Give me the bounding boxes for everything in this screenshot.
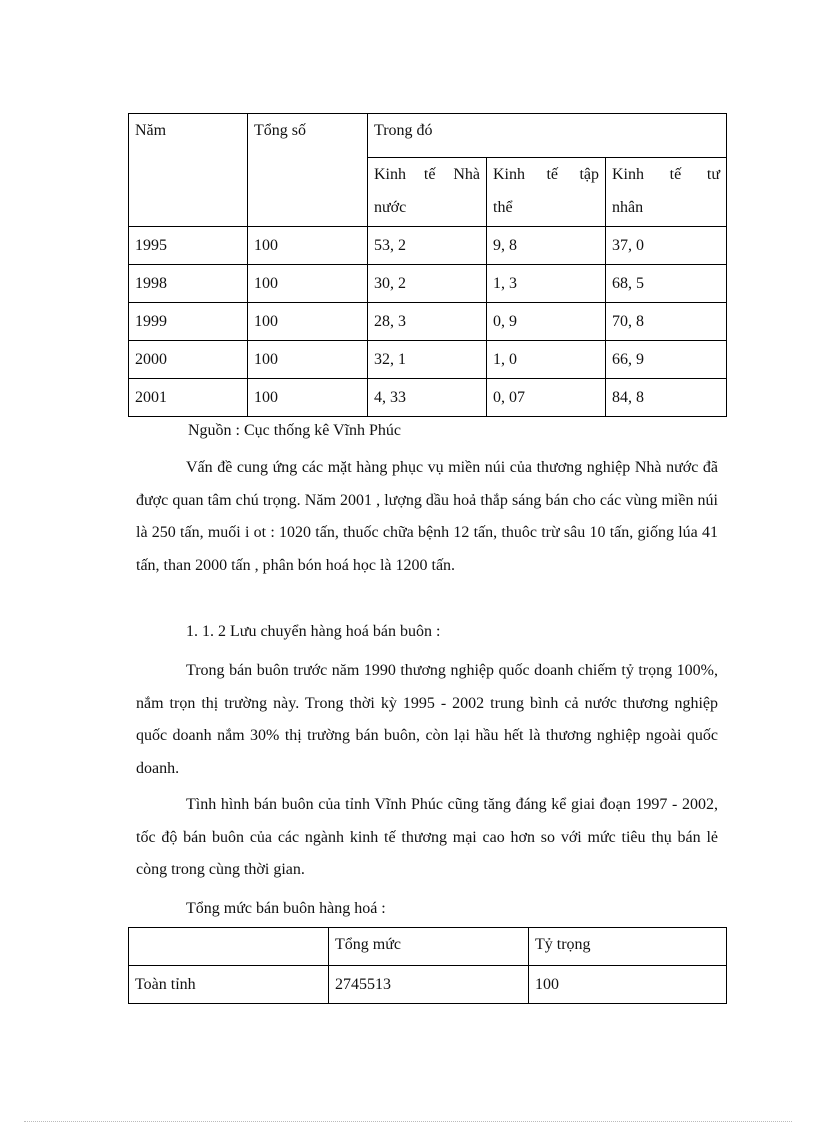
cell-year: 1995 [129,227,248,265]
cell-total: 100 [248,379,368,417]
paragraph-wholesale-history: Trong bán buôn trước năm 1990 thương nghiệp quốc doanh chiếm tỷ trọng 100%, nắm trọn thị trường này. Trong thời kỳ 1995 - 2002 trung bình cả nước thương nghiệp quốc doanh nắm 30% thị trường bán buôn, còn lại hầu hết là thương nghiệp ngoài quốc doanh. [136,662,718,777]
wholesale-total-table [128,927,727,1004]
cell-state: 30, 2 [368,265,487,303]
header-collective [487,158,606,227]
cell-private: 68, 5 [606,265,727,303]
cell-state: 32, 1 [368,341,487,379]
table-row [129,303,727,341]
cell-state: 28, 3 [368,303,487,341]
cell-private: 84, 8 [606,379,727,417]
cell-collective: 1, 0 [487,341,606,379]
table-header-row [129,114,727,158]
cell-state: 53, 2 [368,227,487,265]
table-row [129,265,727,303]
table2-caption: Tổng mức bán buôn hàng hoá : [186,900,386,917]
table-row [129,966,727,1004]
cell-region: Toàn tỉnh [129,966,329,1004]
header-total: Tổng số [248,114,368,227]
paragraph-vinh-phuc-wholesale: Tình hình bán buôn của tỉnh Vĩnh Phúc cũng tăng đáng kể giai đoạn 1997 - 2002, tốc độ bán buôn của các ngành kinh tế thương mại cao hơn so với mức tiêu thụ bán lẻ còng trong cùng thời gian. [136,796,718,878]
page-bottom-divider [24,1121,792,1122]
header-collective-line1: Kinh tế tập [493,166,599,183]
section-heading: 1. 1. 2 Lưu chuyển hàng hoá bán buôn : [186,623,441,640]
header-blank [129,928,329,966]
cell-total: 100 [248,341,368,379]
cell-total-value: 2745513 [329,966,529,1004]
table-row [129,227,727,265]
paragraph-mountain-supply: Vấn đề cung ứng các mặt hàng phục vụ miền núi của thương nghiệp Nhà nước đã được quan tâm chú trọng. Năm 2001 , lượng dầu hoả thắp sáng bán cho các vùng miền núi là 250 tấn, muối i ot : 1020 tấn, thuốc chữa bệnh 12 tấn, thuôc trừ sâu 10 tấn, giống lúa 41 tấn, than 2000 tấn , phân bón hoá học là 1200 tấn. [136,459,718,574]
header-year: Năm [129,114,248,227]
header-private-line2: nhân [612,199,644,216]
header-state-line2: nước [374,199,407,216]
cell-total: 100 [248,227,368,265]
cell-year: 2000 [129,341,248,379]
cell-total: 100 [248,265,368,303]
cell-year: 2001 [129,379,248,417]
cell-private: 70, 8 [606,303,727,341]
ownership-share-table [128,113,727,417]
cell-collective: 1, 3 [487,265,606,303]
header-private [606,158,727,227]
cell-collective: 0, 9 [487,303,606,341]
header-share: Tỷ trọng [529,928,727,966]
header-state [368,158,487,227]
cell-share: 100 [529,966,727,1004]
cell-private: 66, 9 [606,341,727,379]
table-source-note: Nguồn : Cục thống kê Vĩnh Phúc [188,422,402,439]
cell-state: 4, 33 [368,379,487,417]
header-group: Trong đó [368,114,727,158]
header-private-line1: Kinh tế tư [612,166,721,183]
cell-collective: 9, 8 [487,227,606,265]
cell-total: 100 [248,303,368,341]
table-row [129,379,727,417]
header-total-value: Tổng mức [329,928,529,966]
table-row [129,341,727,379]
cell-collective: 0, 07 [487,379,606,417]
cell-year: 1998 [129,265,248,303]
table-header-row [129,928,727,966]
cell-private: 37, 0 [606,227,727,265]
header-state-line1: Kinh tế Nhà [374,166,480,183]
header-collective-line2: thể [493,199,513,216]
cell-year: 1999 [129,303,248,341]
